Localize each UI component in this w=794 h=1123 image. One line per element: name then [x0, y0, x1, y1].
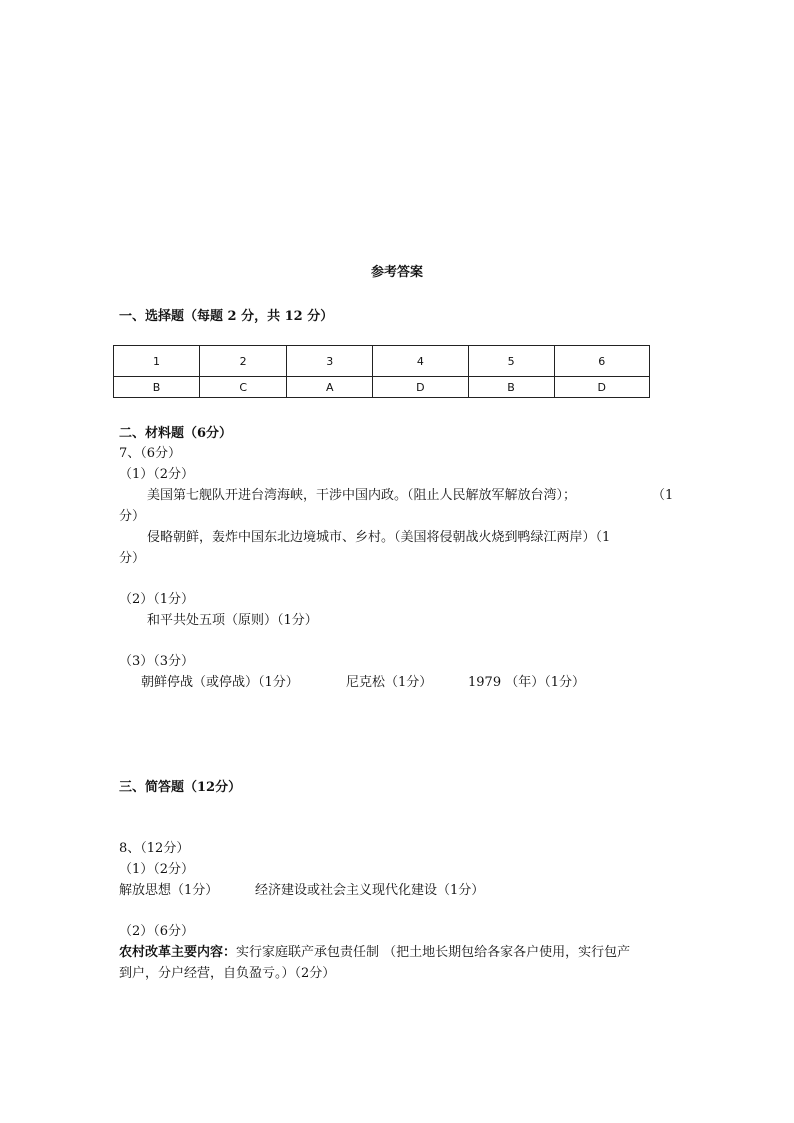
answer-cell: C [199, 377, 286, 398]
q8-part2-label: （2）（6分） [119, 924, 195, 939]
section-1-heading: 一、选择题（每题 2 分，共 12 分） [119, 309, 334, 324]
table-row [114, 346, 650, 377]
answer-table [113, 345, 650, 398]
answer-cell: D [554, 377, 649, 398]
answer-cell: B [468, 377, 554, 398]
q7-part1-line1: 美国第七舰队开进台湾海峡，干涉中国内政。（阻止人民解放军解放台湾）； [147, 488, 577, 503]
question-number-cell: 6 [554, 346, 649, 377]
question-number-cell: 4 [373, 346, 468, 377]
q7-part2-label: （2）（1分） [119, 592, 195, 607]
question-number-cell: 2 [199, 346, 286, 377]
q7-part3-label: （3）（3分） [119, 654, 195, 669]
question-number-cell: 5 [468, 346, 554, 377]
section-2-heading: 二、材料题（6分） [119, 426, 233, 441]
q7-part3-answer-b: 尼克松（1分） [346, 675, 433, 690]
q7-part1-label: （1）（2分） [119, 467, 195, 482]
section-3-heading: 三、简答题（12分） [119, 780, 242, 795]
q8-part2-text: 实行家庭联产承包责任制 （把土地长期包给各家各户使用，实行包产 [236, 945, 631, 960]
q8-part2-bold-lead: 农村改革主要内容： [119, 945, 237, 960]
q7-part3-answer-c: 1979 （年）（1分） [468, 675, 585, 690]
question-number-cell: 1 [114, 346, 200, 377]
page-title: 参考答案 [370, 265, 423, 280]
q7-part3-answer-a: 朝鲜停战（或停战）（1分） [141, 675, 299, 690]
answer-cell: A [287, 377, 373, 398]
q7-part1-line1-score-end: 分） [119, 509, 146, 524]
q8-part1-answer-b: 经济建设或社会主义现代化建设（1分） [255, 883, 485, 898]
q8-part1-label: （1）（2分） [119, 862, 195, 877]
table-row [114, 377, 650, 398]
answer-cell: B [114, 377, 200, 398]
q8-part2-line1 [119, 946, 630, 959]
q7-part1-line1-score: （1 [652, 488, 674, 503]
q7-part1-line2: 侵略朝鲜，轰炸中国东北边境城市、乡村。（美国将侵朝战火烧到鸭绿江两岸）（1 [147, 530, 611, 545]
question-8-label: 8、（12分） [119, 841, 190, 856]
question-7-label: 7、（6分） [119, 446, 182, 461]
answer-cell: D [373, 377, 468, 398]
q7-part1-line2-score-end: 分） [119, 551, 146, 566]
q8-part1-answer-a: 解放思想（1分） [119, 883, 219, 898]
q8-part2-line2: 到户，分户经营，自负盈亏。）（2分） [119, 966, 336, 981]
question-number-cell: 3 [287, 346, 373, 377]
q7-part2-answer: 和平共处五项（原则）（1分） [147, 613, 318, 628]
